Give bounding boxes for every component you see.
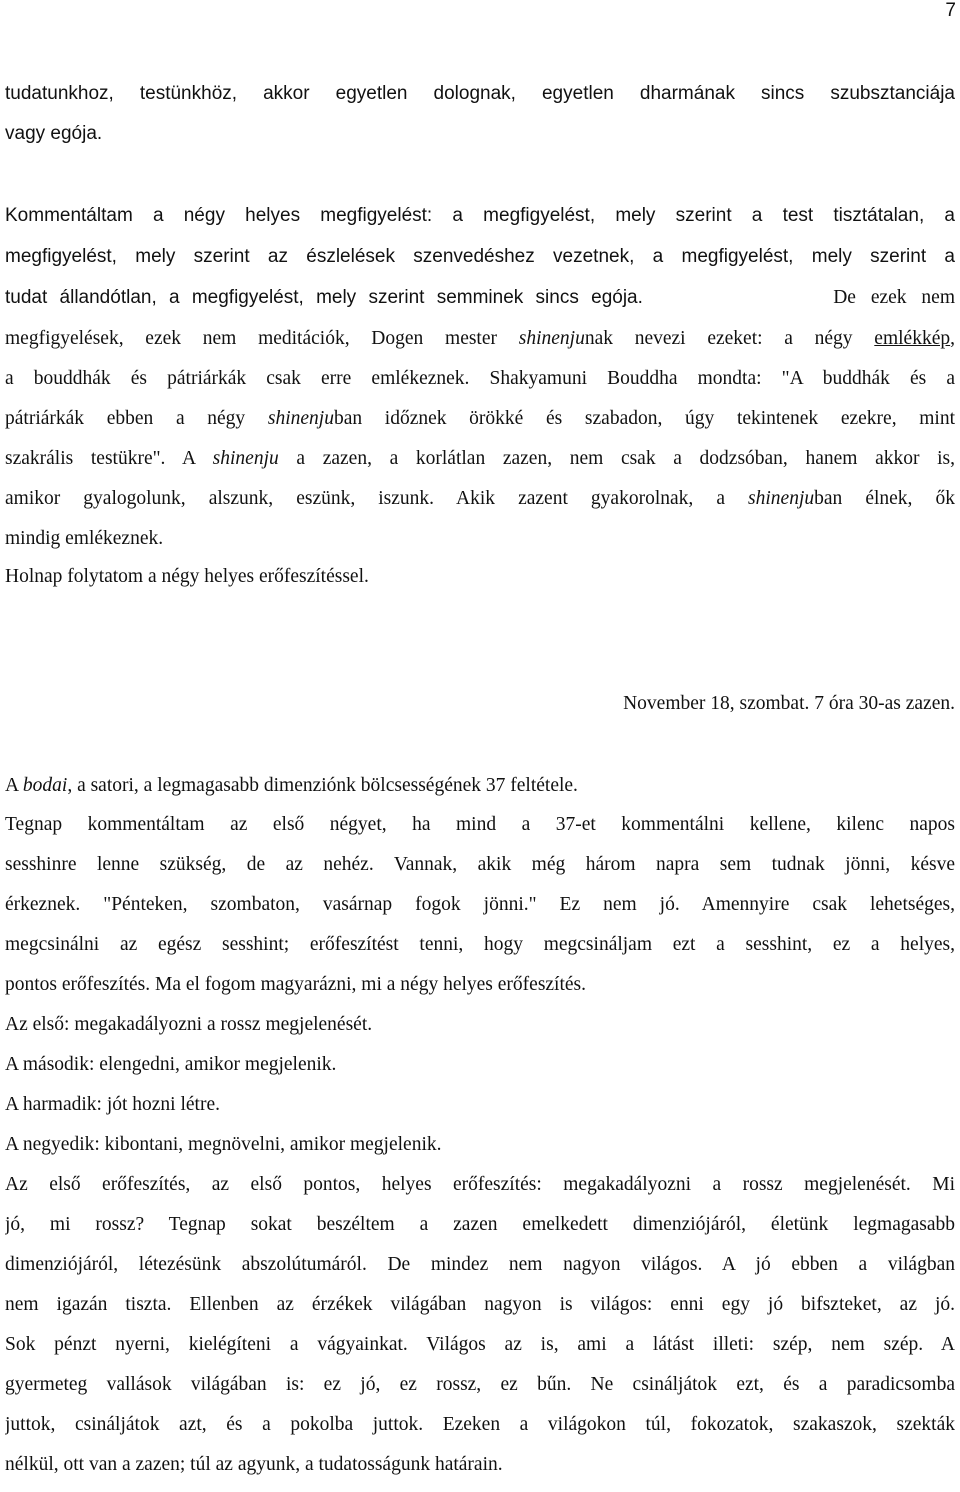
text-line: gyermeteg vallások világában is: ez jó, ez rossz, ez bűn. Ne csináljátok ezt, és a paradicsomba (5, 1374, 955, 1395)
page-number: 7 (945, 0, 956, 21)
underlined-word: emlékkép (874, 328, 951, 349)
text-line: Holnap folytatom a négy helyes erőfeszítéssel. (5, 566, 369, 587)
text-line: Az első erőfeszítés, az első pontos, helyes erőfeszítés: megakadályozni a rossz megjelenését. Mi (5, 1174, 955, 1195)
emphasis: shinenju (518, 328, 585, 349)
list-item: A harmadik: jót hozni létre. (5, 1094, 220, 1115)
text-line: nem igazán tiszta. Ellenben az érzékek világában nagyon is világos: enni egy jó bifszteket, az jó. (5, 1294, 955, 1315)
text-line: tudat állandótlan, a megfigyelést, mely szerint semminek sincs egója. (5, 287, 643, 308)
text-line: A bodai, a satori, a legmagasabb dimenziónk bölcsességének 37 feltétele. (5, 775, 578, 796)
text-line: De ezek nem (833, 287, 955, 308)
text-line: szakrális testükre". A shinenju a zazen, a korlátlan zazen, nem csak a dodzsóban, hanem akkor is, (5, 448, 955, 469)
text-line: dimenziójáról, létezésünk abszolútumáról. De mindez nem nagyon világos. A jó ebben a világban (5, 1254, 955, 1275)
text-line: mindig emlékeznek. (5, 528, 164, 549)
paragraph-2-continued (5, 325, 955, 601)
text-line: juttok, csináljátok azt, és a pokolba juttok. Ezeken a világokon túl, fokozatok, szakaszok, szekták (5, 1414, 955, 1435)
text-line: vagy egója. (5, 123, 103, 144)
text-line: Kommentáltam a négy helyes megfigyelést: a megfigyelést, mely szerint a test tisztátalan, a (5, 205, 955, 226)
list-item: Az első: megakadályozni a rossz megjelenését. (5, 1014, 373, 1035)
text-line: pátriárkák ebben a négy shinenjuban időznek örökké és szabadon, úgy tekintenek ezekre, mint (5, 408, 955, 429)
text-line: Sok pénzt nyerni, kielégíteni a vágyainkat. Világos az is, ami a látást illeti: szép, nem szép. A (5, 1334, 955, 1355)
text-line: nélkül, ott van a zazen; túl az agyunk, a tudatosságunk határain. (5, 1454, 503, 1475)
text-line: megfigyelések, ezek nem meditációk, Dogen mester shinenjunak nevezi ezeket: a négy emlékkép, (5, 328, 955, 349)
text-line: pontos erőfeszítés. Ma el fogom magyarázni, mi a négy helyes erőfeszítés. (5, 974, 587, 995)
text-line: sesshinre lenne szükség, de az nehéz. Vannak, akik még három napra sem tudnak jönni, késve (5, 854, 955, 875)
text-line: Tegnap kommentáltam az első négyet, ha mind a 37-et kommentálni kellene, kilenc napos (5, 814, 955, 835)
text-line: tudatunkhoz, testünkhöz, akkor egyetlen dolognak, egyetlen dharmának sincs szubsztanciája (5, 83, 955, 104)
text-line: megcsinálni az egész sesshint; erőfeszítést tenni, hogy megcsináljam ezt a sesshint, ez a helyes, (5, 934, 955, 955)
list-item: A negyedik: kibontani, megnövelni, amikor megjelenik. (5, 1134, 442, 1155)
emphasis: shinenju (212, 448, 279, 469)
text-line: amikor gyalogolunk, alszunk, eszünk, iszunk. Akik zazent gyakorolnak, a shinenjuban élnek, ők (5, 488, 955, 509)
text-line: a bouddhák és pátriárkák csak erre emlékeznek. Shakyamuni Bouddha mondta: "A buddhák és a (5, 368, 955, 389)
date-line: November 18, szombat. 7 óra 30-as zazen. (623, 693, 955, 714)
paragraph-2-line-3 (5, 284, 955, 325)
list-item: A második: elengedni, amikor megjelenik. (5, 1054, 337, 1075)
text-line: megfigyelést, mely szerint az észlelések szenvedéshez vezetnek, a megfigyelést, mely szerint a (5, 246, 955, 267)
text-line: jó, mi rossz? Tegnap sokat beszéltem a zazen emelkedett dimenziójáról, életünk legmagasabb (5, 1214, 955, 1235)
paragraph-2 (5, 202, 955, 284)
emphasis: bodai (22, 775, 68, 796)
emphasis: shinenju (748, 488, 815, 509)
text-line: érkeznek. "Pénteken, szombaton, vasárnap fogok jönni." Ez nem jó. Amennyire csak lehetséges, (5, 894, 955, 915)
emphasis: shinenju (267, 408, 334, 429)
paragraph-3 (5, 772, 955, 1491)
paragraph-1 (5, 80, 955, 160)
